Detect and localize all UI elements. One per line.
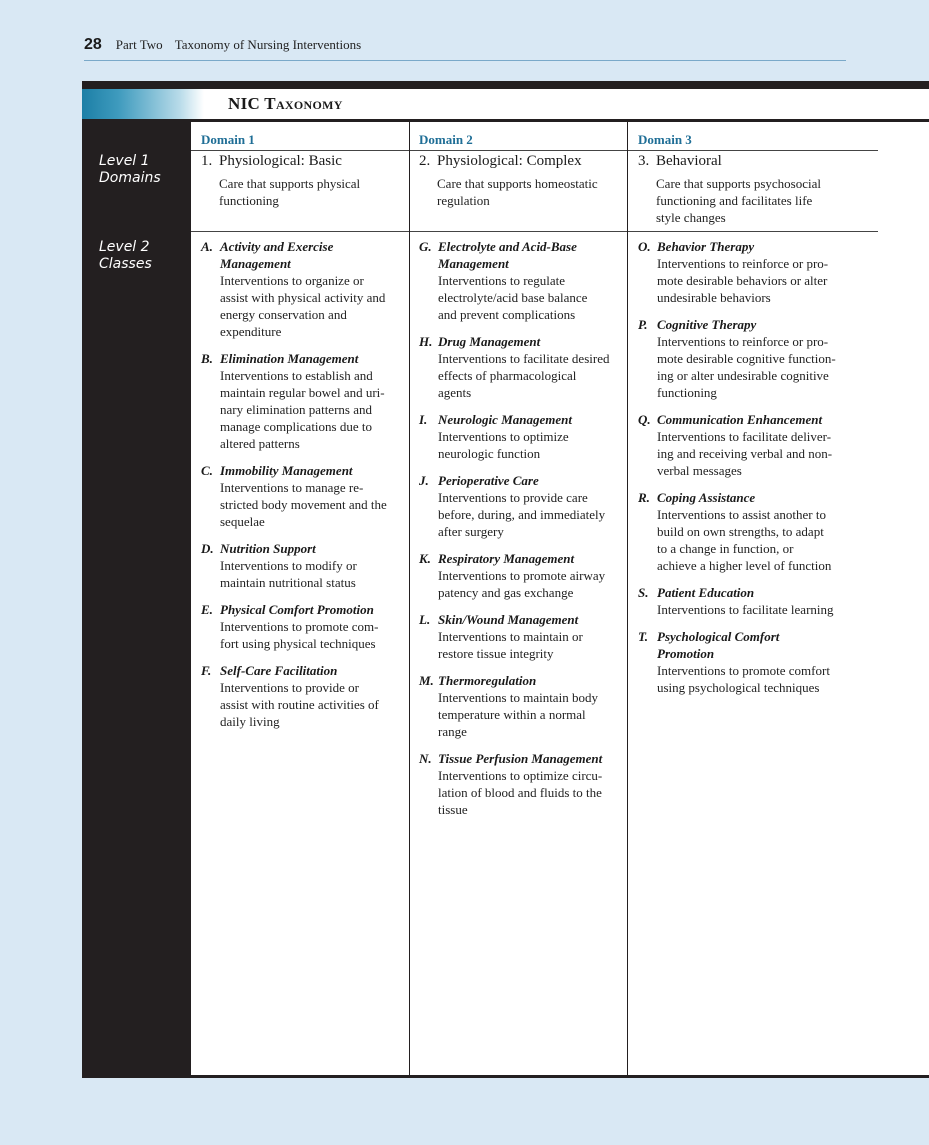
class-name-row	[638, 411, 848, 428]
level2-label-line2: Classes	[99, 256, 152, 272]
class-name: Nutrition Support	[220, 541, 316, 556]
class-letter: D.	[201, 541, 214, 556]
class-name-row	[638, 316, 848, 333]
class-name-row	[419, 611, 619, 628]
class-name-row	[419, 550, 619, 567]
class-name: Cognitive Therapy	[657, 317, 757, 332]
class-letter: O.	[638, 239, 651, 254]
class-description-line: fort using physical techniques	[220, 636, 376, 651]
class-letter: H.	[419, 334, 433, 349]
class-name: Behavior Therapy	[657, 239, 755, 254]
class-name: Tissue Perfusion Management	[438, 751, 603, 766]
class-name-row	[419, 411, 619, 428]
domain-label: Domain 2	[419, 132, 473, 147]
class-description-line: mote desirable cognitive function-	[657, 351, 836, 366]
class-description-line: Interventions to promote comfort	[657, 663, 830, 678]
domain-title: Physiological: Complex	[437, 153, 582, 169]
class-item	[419, 472, 619, 540]
title-gradient-tab	[82, 89, 204, 119]
class-name-row	[419, 750, 619, 767]
domain-number: 1.	[201, 153, 213, 169]
level1-label-line2: Domains	[99, 170, 161, 186]
class-letter: R.	[638, 490, 650, 505]
class-letter: E.	[201, 602, 213, 617]
class-description-line: Interventions to provide or	[220, 680, 359, 695]
class-description-line: Interventions to manage re-	[220, 480, 364, 495]
class-description-line: before, during, and immediately	[438, 507, 606, 522]
domain-name	[419, 152, 582, 170]
level1-label-line1: Level 1	[99, 153, 150, 169]
class-description-line: nary elimination patterns and	[220, 402, 372, 417]
domain-description	[201, 175, 360, 209]
class-letter: J.	[419, 473, 429, 488]
column-divider-2	[627, 122, 628, 1075]
class-letter: Q.	[638, 412, 651, 427]
class-name: Drug Management	[438, 334, 541, 349]
class-name: Psychological Comfort	[657, 629, 780, 644]
domain-name	[638, 152, 722, 170]
class-description-line: Interventions to facilitate deliver-	[657, 429, 832, 444]
class-description-line: functioning	[657, 385, 717, 400]
class-name: Respiratory Management	[438, 551, 575, 566]
taxonomy-table	[191, 122, 929, 1075]
class-name: Communication Enhancement	[657, 412, 823, 427]
part-label: Part Two	[115, 37, 163, 52]
class-description-line: mote desirable behaviors or alter	[657, 273, 828, 288]
table-title: NIC Taxonomy	[228, 94, 343, 113]
class-description-line: Interventions to maintain or	[438, 629, 583, 644]
domain-name	[201, 152, 342, 170]
running-title: Taxonomy of Nursing Interventions	[174, 37, 362, 52]
class-name: Immobility Management	[220, 463, 353, 478]
class-item	[419, 550, 619, 601]
class-description-line: Interventions to promote airway	[438, 568, 606, 583]
class-name: Management	[220, 256, 291, 271]
class-letter: M.	[419, 673, 434, 688]
domain-description-line: Care that supports psychosocial	[656, 176, 821, 191]
class-description-line: sequelae	[220, 514, 265, 529]
class-item	[201, 238, 401, 340]
class-description-line: manage complications due to	[220, 419, 372, 434]
class-item	[201, 462, 401, 530]
class-name: Neurologic Management	[438, 412, 572, 427]
class-letter: B.	[201, 351, 213, 366]
class-description-line: electrolyte/acid base balance	[438, 290, 588, 305]
level1-label	[99, 153, 161, 187]
class-name-row	[419, 672, 619, 689]
class-description-line: assist with physical activity and	[220, 290, 386, 305]
class-description-line: stricted body movement and the	[220, 497, 387, 512]
column-divider-1	[409, 122, 410, 1075]
class-letter	[419, 255, 438, 272]
class-letter: T.	[638, 629, 648, 644]
class-name: Patient Education	[657, 585, 755, 600]
class-letter: G.	[419, 239, 432, 254]
title-bar	[82, 89, 929, 119]
class-item	[419, 238, 619, 323]
class-description-line: lation of blood and fluids to the	[438, 785, 602, 800]
class-description-line: build on own strengths, to adapt	[657, 524, 824, 539]
class-description-line: ing and receiving verbal and non-	[657, 446, 833, 461]
domain-description-line: functioning	[219, 193, 279, 208]
class-name: Physical Comfort Promotion	[220, 602, 374, 617]
class-letter	[201, 255, 220, 272]
class-letter: C.	[201, 463, 213, 478]
level2-label	[99, 239, 152, 273]
class-description-line: restore tissue integrity	[438, 646, 554, 661]
class-description-line: Interventions to facilitate desired	[438, 351, 610, 366]
class-name-row	[419, 472, 619, 489]
class-description-line: Interventions to optimize	[438, 429, 569, 444]
class-letter: L.	[419, 612, 431, 627]
class-description-line: ing or alter undesirable cognitive	[657, 368, 829, 383]
class-list	[201, 238, 401, 740]
class-name-row	[201, 255, 401, 272]
class-name-row	[638, 489, 848, 506]
class-letter: N.	[419, 751, 432, 766]
class-description-line: maintain nutritional status	[220, 575, 356, 590]
domain-number: 2.	[419, 153, 431, 169]
class-letter: I.	[419, 412, 428, 427]
class-letter: K.	[419, 551, 431, 566]
class-item	[638, 628, 848, 696]
class-name-row	[201, 350, 401, 367]
class-description-line: Interventions to regulate	[438, 273, 566, 288]
class-name: Promotion	[657, 646, 715, 661]
class-item	[201, 540, 401, 591]
class-letter: P.	[638, 317, 648, 332]
class-item	[638, 489, 848, 574]
class-description-line: after surgery	[438, 524, 504, 539]
class-letter: A.	[201, 239, 213, 254]
domain-description	[638, 175, 821, 226]
class-name: Thermoregulation	[438, 673, 537, 688]
domain-description	[419, 175, 598, 209]
class-description-line: energy conservation and	[220, 307, 347, 322]
class-name-row	[638, 238, 848, 255]
domain-description-line: Care that supports homeostatic	[437, 176, 598, 191]
class-description-line: effects of pharmacological	[438, 368, 577, 383]
class-name-row	[201, 662, 401, 679]
class-item	[201, 601, 401, 652]
class-name-row	[419, 333, 619, 350]
class-name-row	[638, 584, 848, 601]
domain-number: 3.	[638, 153, 650, 169]
domain-label: Domain 1	[201, 132, 255, 147]
class-item	[419, 611, 619, 662]
class-description-line: tissue	[438, 802, 468, 817]
class-description-line: Interventions to assist another to	[657, 507, 826, 522]
class-description-line: altered patterns	[220, 436, 300, 451]
class-description-line: Interventions to modify or	[220, 558, 357, 573]
class-list	[419, 238, 619, 828]
class-name: Skin/Wound Management	[438, 612, 579, 627]
class-description-line: agents	[438, 385, 472, 400]
class-name: Self-Care Facilitation	[220, 663, 338, 678]
class-name: Coping Assistance	[657, 490, 756, 505]
class-description-line: Interventions to promote com-	[220, 619, 379, 634]
class-item	[638, 316, 848, 401]
domain-description-line: functioning and facilitates life	[656, 193, 813, 208]
class-description-line: maintain regular bowel and uri-	[220, 385, 385, 400]
class-item	[419, 750, 619, 818]
class-description-line: Interventions to reinforce or pro-	[657, 256, 829, 271]
class-description-line: Interventions to organize or	[220, 273, 364, 288]
class-description-line: Interventions to provide care	[438, 490, 588, 505]
class-description-line: and prevent complications	[438, 307, 576, 322]
class-item	[419, 411, 619, 462]
class-name-row	[419, 255, 619, 272]
class-description-line: using psychological techniques	[657, 680, 820, 695]
class-name-row	[201, 540, 401, 557]
class-description-line: assist with routine activities of	[220, 697, 379, 712]
class-item	[419, 333, 619, 401]
class-description-line: temperature within a normal	[438, 707, 586, 722]
domain-label: Domain 3	[638, 132, 692, 147]
class-name: Activity and Exercise	[220, 239, 334, 254]
level-divider-rule	[191, 231, 878, 232]
class-description-line: range	[438, 724, 467, 739]
class-name: Elimination Management	[220, 351, 359, 366]
class-item	[201, 662, 401, 730]
class-name-row	[638, 645, 848, 662]
domain-description-line: Care that supports physical	[219, 176, 361, 191]
page-number: 28	[84, 36, 102, 53]
running-head	[84, 36, 846, 61]
class-name: Perioperative Care	[438, 473, 539, 488]
class-description-line: to a change in function, or	[657, 541, 794, 556]
class-name-row	[638, 628, 848, 645]
class-description-line: achieve a higher level of function	[657, 558, 832, 573]
class-item	[638, 238, 848, 306]
class-description-line: patency and gas exchange	[438, 585, 574, 600]
class-description-line: Interventions to facilitate learning	[657, 602, 834, 617]
class-list	[638, 238, 848, 706]
class-description-line: Interventions to reinforce or pro-	[657, 334, 829, 349]
domain-description-line: style changes	[656, 210, 726, 225]
class-letter: F.	[201, 663, 212, 678]
class-letter: S.	[638, 585, 649, 600]
class-description-line: neurologic function	[438, 446, 541, 461]
domain-title: Behavioral	[656, 153, 722, 169]
class-description-line: Interventions to maintain body	[438, 690, 598, 705]
class-description-line: expenditure	[220, 324, 282, 339]
class-description-line: verbal messages	[657, 463, 742, 478]
class-item	[201, 350, 401, 452]
domain-title: Physiological: Basic	[219, 153, 342, 169]
class-name-row	[201, 601, 401, 618]
level2-label-line1: Level 2	[99, 239, 150, 255]
domain-description-line: regulation	[437, 193, 490, 208]
taxonomy-frame	[82, 81, 929, 1078]
class-name: Management	[438, 256, 509, 271]
class-item	[638, 584, 848, 618]
class-description-line: daily living	[220, 714, 280, 729]
class-item	[638, 411, 848, 479]
class-name-row	[201, 462, 401, 479]
class-item	[419, 672, 619, 740]
class-name-row	[419, 238, 619, 255]
class-name: Electrolyte and Acid-Base	[438, 239, 577, 254]
class-description-line: undesirable behaviors	[657, 290, 771, 305]
class-description-line: Interventions to establish and	[220, 368, 373, 383]
class-description-line: Interventions to optimize circu-	[438, 768, 603, 783]
domain-label-rule	[191, 150, 878, 151]
class-letter	[638, 645, 657, 662]
class-name-row	[201, 238, 401, 255]
